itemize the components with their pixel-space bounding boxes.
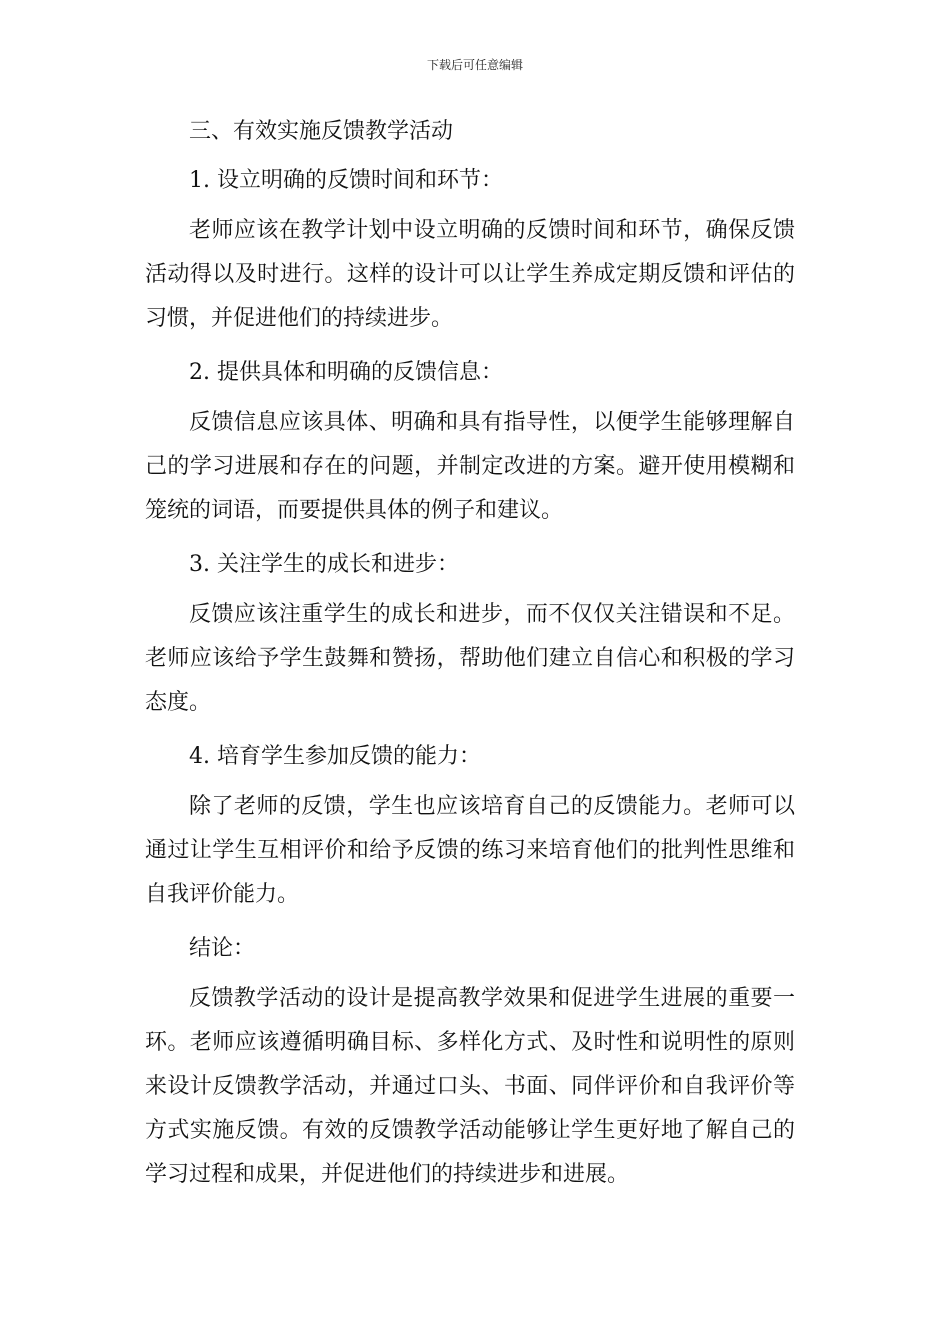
item-heading-2: 2. 提供具体和明确的反馈信息： (189, 360, 503, 385)
item-body-3: 反馈应该注重学生的成长和进步，而不仅仅关注错误和不足。老师应该给予学生鼓舞和赞扬，帮助他们建立自信心和积极的学习态度。 (145, 602, 795, 715)
item-body-2: 反馈信息应该具体、明确和具有指导性，以便学生能够理解自己的学习进展和存在的问题，并制定改进的方案。避开使用模糊和笼统的词语，而要提供具体的例子和建议。 (145, 410, 795, 523)
item-body-4: 除了老师的反馈，学生也应该培育自己的反馈能力。老师可以通过让学生互相评价和给予反馈的练习来培育他们的批判性思维和自我评价能力。 (145, 794, 795, 907)
item-body-1: 老师应该在教学计划中设立明确的反馈时间和环节，确保反馈活动得以及时进行。这样的设计可以让学生养成定期反馈和评估的习惯，并促进他们的持续进步。 (145, 218, 795, 331)
item-heading-1: 1. 设立明确的反馈时间和环节： (189, 168, 503, 193)
conclusion-body: 反馈教学活动的设计是提高教学效果和促进学生进展的重要一环。老师应该遵循明确目标、多样化方式、及时性和说明性的原则来设计反馈教学活动，并通过口头、书面、同伴评价和自我评价等方式实施反馈。有效的反馈教学活动能够让学生更好地了解自己的学习过程和成果，并促进他们的持续进步和进展。 (145, 986, 795, 1187)
section-title: 三、有效实施反馈教学活动 (189, 119, 454, 144)
item-heading-4: 4. 培育学生参加反馈的能力： (189, 744, 481, 769)
page-header-note: 下载后可任意编辑 (426, 58, 523, 72)
conclusion-heading: 结论： (189, 936, 256, 961)
document-body (145, 110, 795, 1207)
item-heading-3: 3. 关注学生的成长和进步： (189, 552, 459, 577)
